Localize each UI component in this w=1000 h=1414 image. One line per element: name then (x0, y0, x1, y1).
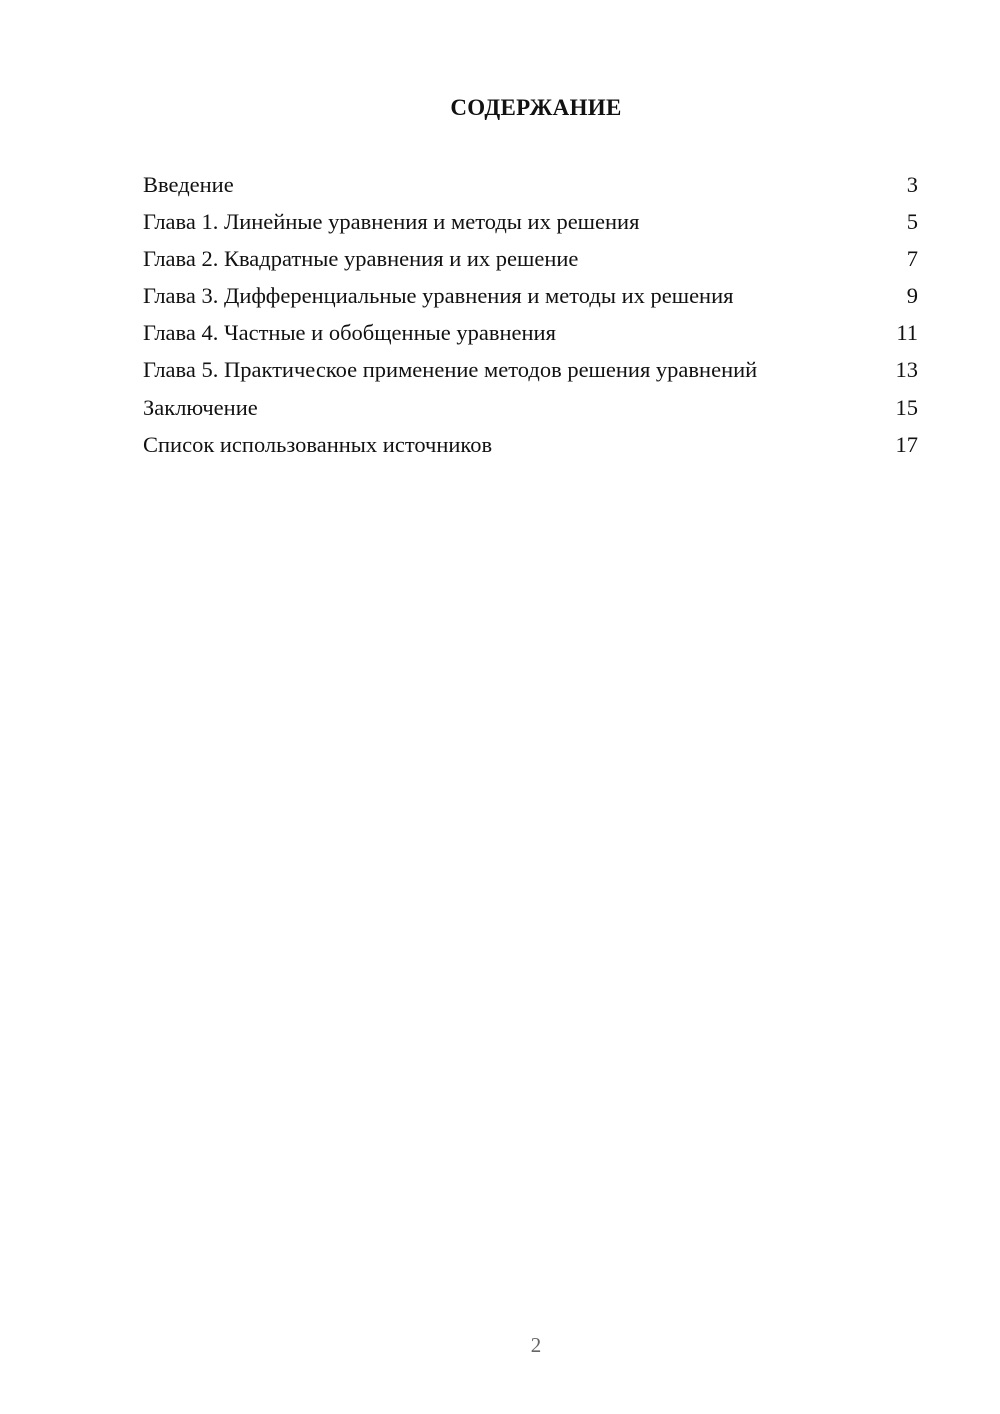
toc-item-label: Заключение (143, 394, 258, 420)
toc-item-page: 7 (906, 246, 918, 272)
toc-item-page: 11 (896, 320, 918, 346)
toc-item-label: Глава 5. Практическое применение методов решения уравнений (143, 357, 758, 383)
toc-item-label: Введение (143, 172, 234, 197)
toc-item-chapter-1 (143, 205, 918, 242)
toc-item-page: 9 (906, 283, 918, 309)
toc-item-chapter-2 (143, 242, 918, 279)
toc-item-label: Глава 1. Линейные уравнения и методы их решения (143, 209, 640, 235)
toc-item-chapter-3 (143, 279, 918, 316)
toc-item-references (143, 428, 918, 465)
toc-item-label: Глава 3. Дифференциальные уравнения и методы их решения (143, 283, 734, 309)
toc-item-label: Список использованных источников (143, 431, 493, 457)
toc-item-introduction (143, 168, 918, 205)
page-title: СОДЕРЖАНИЕ (450, 95, 622, 120)
toc-item-page: 17 (895, 431, 918, 457)
toc-item-page: 13 (895, 357, 918, 383)
page-number: 2 (530, 1333, 542, 1357)
toc-item-page: 3 (906, 172, 918, 197)
toc-item-chapter-5 (143, 353, 918, 390)
toc-item-page: 15 (895, 394, 918, 420)
toc-item-page: 5 (906, 209, 918, 235)
toc-item-label: Глава 4. Частные и обобщенные уравнения (143, 320, 556, 346)
table-of-contents (143, 168, 918, 465)
toc-item-label: Глава 2. Квадратные уравнения и их решение (143, 246, 579, 272)
toc-item-chapter-4 (143, 316, 918, 353)
toc-item-conclusion (143, 391, 918, 428)
